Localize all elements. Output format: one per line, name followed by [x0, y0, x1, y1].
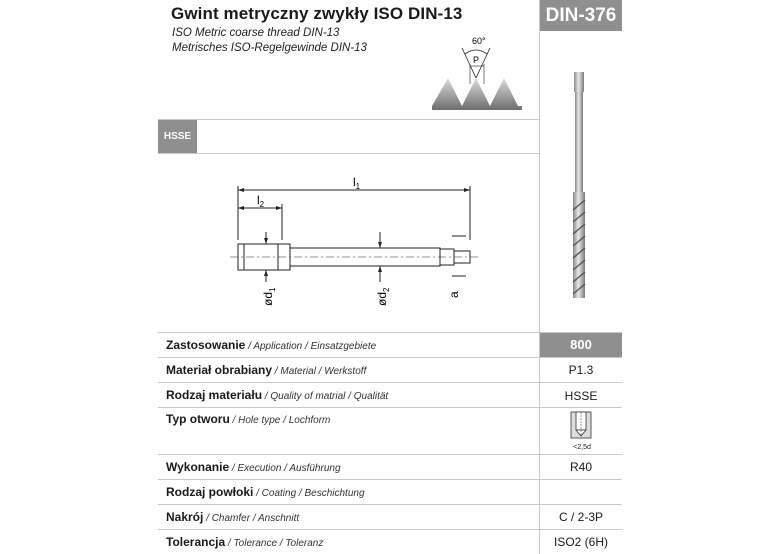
row-label: Tolerancja — [166, 535, 226, 549]
subtitle-en: ISO Metric coarse thread DIN-13 — [172, 27, 340, 39]
row-sublabel: / Application / Einsatzgebiete — [245, 341, 377, 352]
material-tag: HSSE — [158, 120, 197, 153]
row-value: R40 — [569, 460, 592, 474]
row-label: Rodzaj powłoki — [166, 485, 254, 499]
din-badge: DIN-376 — [540, 0, 622, 31]
row-value: 800 — [540, 333, 622, 357]
spec-row-quality — [158, 383, 622, 407]
blind-hole-icon — [570, 411, 592, 443]
dim-d2: $ød_2$ — [375, 287, 391, 306]
row-value: ISO2 (6H) — [553, 535, 608, 549]
dim-d1: $ød_1$ — [261, 287, 277, 306]
row-sublabel: / Quality of matrial / Qualität — [262, 391, 389, 402]
row-value: HSSE — [564, 389, 598, 403]
row-sublabel: / Tolerance / Toleranz — [225, 538, 324, 549]
section-rule — [158, 119, 539, 120]
spec-row-tolerance — [158, 530, 622, 554]
spec-row-execution — [158, 455, 622, 479]
row-sublabel: / Material / Werkstoff — [272, 366, 367, 377]
dim-l2: $l_2$ — [257, 193, 265, 209]
row-value: P1.3 — [568, 363, 594, 377]
dim-l1: $l_1$ — [353, 175, 361, 191]
section-rule — [158, 153, 539, 154]
thread-angle-label: 60° — [472, 36, 486, 46]
spec-row-hole-type — [158, 408, 622, 454]
row-sublabel: / Chamfer / Anschnitt — [203, 513, 300, 524]
spec-row-coating — [158, 480, 622, 504]
row-sublabel: / Hole type / Lochform — [229, 415, 331, 426]
row-label: Rodzaj materiału — [166, 388, 263, 402]
row-value: C / 2-3P — [558, 510, 603, 524]
tap-tool-image — [565, 70, 593, 302]
page-title: Gwint metryczny zwykły ISO DIN-13 — [171, 4, 463, 23]
row-label: Zastosowanie — [166, 338, 246, 352]
dim-a: a — [447, 291, 461, 298]
spec-row-application — [158, 333, 622, 357]
row-sublabel: / Execution / Ausführung — [229, 463, 341, 474]
row-label: Typ otworu — [166, 412, 230, 426]
row-sublabel: / Coating / Beschichtung — [253, 488, 365, 499]
row-label: Nakrój — [166, 510, 204, 524]
row-label: Wykonanie — [166, 460, 230, 474]
spec-row-chamfer — [158, 505, 622, 529]
hole-depth-label: <2,5d — [573, 444, 591, 451]
thread-profile-diagram — [432, 34, 524, 110]
pitch-label: P — [473, 55, 480, 65]
spec-row-material — [158, 358, 622, 382]
row-label: Materiał obrabiany — [166, 363, 273, 377]
tap-technical-drawing — [230, 170, 480, 310]
subtitle-de: Metrisches ISO-Regelgewinde DIN-13 — [172, 42, 367, 54]
